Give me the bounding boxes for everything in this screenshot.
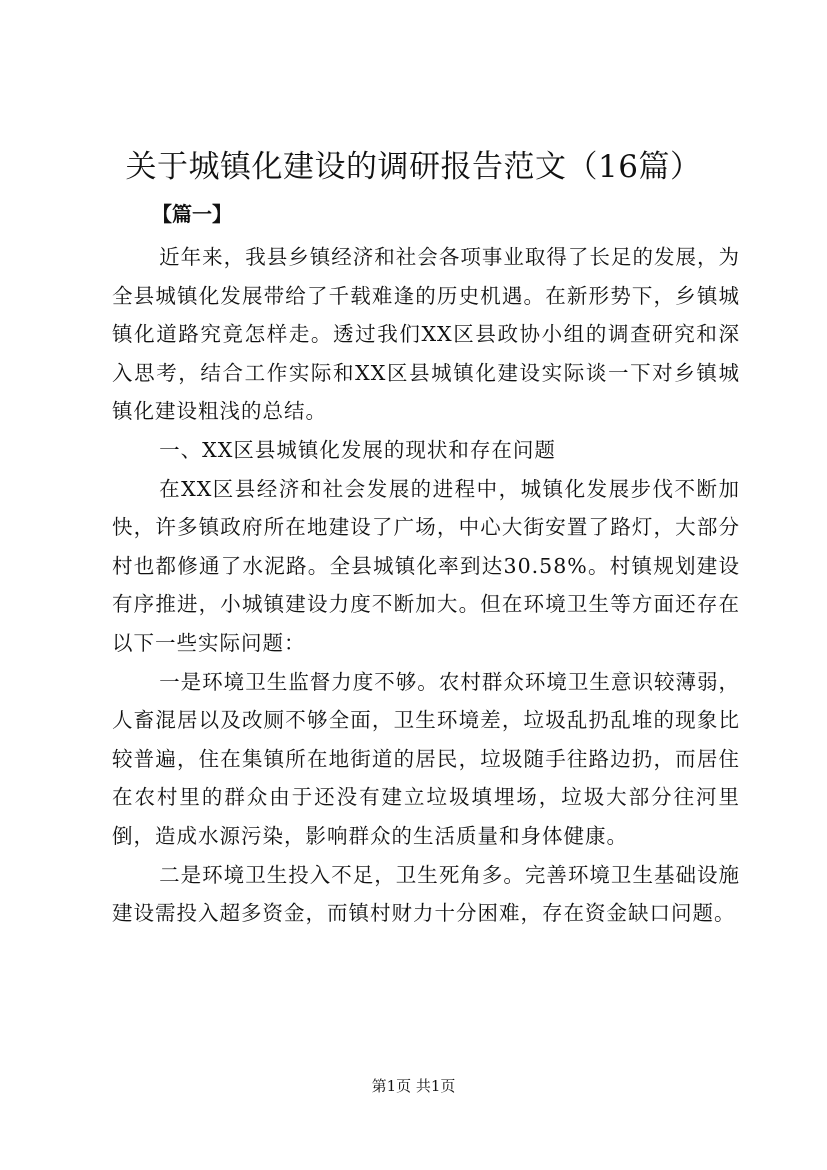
paragraph-status: 在XX区县经济和社会发展的进程中，城镇化发展步伐不断加快，许多镇政府所在地建设了广场，中心大街安置了路灯，大部分村也都修通了水泥路。全县城镇化率到达30.58%。村镇规划建设有序推进，小城镇建设力度不断加大。但在环境卫生等方面还存在以下一些实际问题： <box>112 476 740 655</box>
paragraph-problem-two: 二是环境卫生投入不足，卫生死角多。完善环境卫生基础设施建设需投入超多资金，而镇村财力十分困难，存在资金缺口问题。 <box>112 862 740 926</box>
section-label: 【篇一】 <box>152 202 232 226</box>
paragraph-intro: 近年来，我县乡镇经济和社会各项事业取得了长足的发展，为全县城镇化发展带给了千载难逢的历史机遇。在新形势下，乡镇城镇化道路究竟怎样走。透过我们XX区县政协小组的调查研究和深入思考，结合工作实际和XX区县城镇化建设实际谈一下对乡镇城镇化建设粗浅的总结。 <box>112 245 740 424</box>
document-body <box>112 238 740 933</box>
paragraph-problem-one: 一是环境卫生监督力度不够。农村群众环境卫生意识较薄弱，人畜混居以及改厕不够全面，卫生环境差，垃圾乱扔乱堆的现象比较普遍，住在集镇所在地街道的居民，垃圾随手往路边扔，而居住在农村里的群众由于还没有建立垃圾填埋场，垃圾大部分往河里倒，造成水源污染，影响群众的生活质量和身体健康。 <box>112 669 740 848</box>
document-title: 关于城镇化建设的调研报告范文（16篇） <box>125 149 702 185</box>
page-footer: 第1页 共1页 <box>371 1077 456 1095</box>
paragraph-heading: 一、XX区县城镇化发展的现状和存在问题 <box>159 437 556 462</box>
